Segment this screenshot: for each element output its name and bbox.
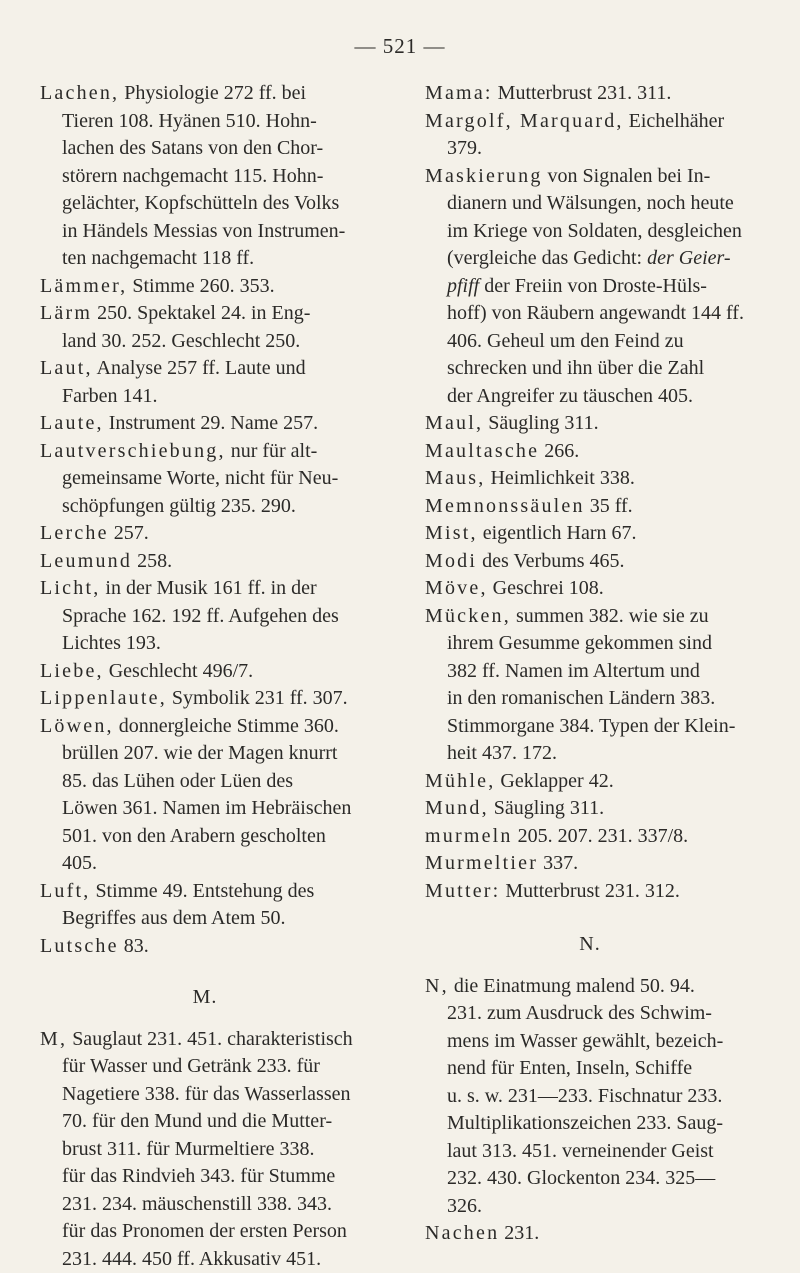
entry-headword: Luft, [40, 880, 90, 902]
entry-headword: Margolf, Marquard, [425, 110, 624, 132]
entry-first-line [425, 603, 755, 631]
entry-text: die Einatmung malend 50. 94. [449, 975, 695, 997]
entry-text: 258. [132, 550, 172, 572]
index-entry [425, 548, 755, 576]
entry-continuation: 406. Geheul um den Feind zu [425, 328, 755, 356]
entry-continuation: für Wasser und Getränk 233. für [40, 1053, 370, 1081]
entry-text: Säugling 311. [483, 412, 598, 434]
entry-continuation: brust 311. für Murmeltiere 338. [40, 1136, 370, 1164]
entry-first-line [40, 1026, 370, 1054]
left-column [40, 80, 370, 1273]
index-entry [40, 520, 370, 548]
entry-headword: Lärm [40, 302, 92, 324]
entry-continuation: Farben 141. [40, 383, 370, 411]
entry-continuation: Löwen 361. Namen im Hebräischen [40, 795, 370, 823]
entry-headword: Lachen, [40, 82, 119, 104]
entry-text: Säugling 311. [489, 797, 604, 819]
entry-first-line [425, 878, 755, 906]
index-entry [40, 1026, 370, 1273]
entry-first-line [425, 520, 755, 548]
index-entry [425, 850, 755, 878]
entry-first-line [425, 163, 755, 191]
entry-text: 205. 207. 231. 337/8. [513, 825, 689, 847]
entry-first-line [425, 548, 755, 576]
entry-first-line [40, 300, 370, 328]
entry-first-line [425, 795, 755, 823]
entry-first-line [40, 933, 370, 961]
entry-text: donnergleiche Stimme 360. [114, 715, 339, 737]
italic-title: pfiff [447, 275, 479, 297]
entry-text: 337. [538, 852, 578, 874]
entry-text: von Signalen bei In- [543, 165, 711, 187]
entry-headword: Mutter: [425, 880, 500, 902]
entry-continuation: 326. [425, 1193, 755, 1221]
entry-text: eigentlich Harn 67. [478, 522, 637, 544]
entry-continuation: gemeinsame Worte, nicht für Neu- [40, 465, 370, 493]
entry-text: 266. [539, 440, 579, 462]
entry-continuation: schrecken und ihn über die Zahl [425, 355, 755, 383]
page-number: — 521 — [0, 34, 800, 59]
entry-headword: Laut, [40, 357, 93, 379]
entry-first-line [425, 1220, 755, 1248]
entry-first-line [425, 80, 755, 108]
entry-continuation: dianern und Wälsungen, noch heute [425, 190, 755, 218]
entry-continuation: 85. das Lühen oder Lüen des [40, 768, 370, 796]
entry-text: Heimlichkeit 338. [485, 467, 634, 489]
index-entry [425, 163, 755, 411]
entry-continuation: 231. 444. 450 ff. Akkusativ 451. [40, 1246, 370, 1273]
entry-continuation: Nagetiere 338. für das Wasserlassen [40, 1081, 370, 1109]
entry-text: summen 382. wie sie zu [511, 605, 709, 627]
entry-headword: Lautverschiebung, [40, 440, 226, 462]
entry-first-line [40, 685, 370, 713]
entry-continuation: in Händels Messias von Instrumen- [40, 218, 370, 246]
entry-text: Mutterbrust 231. 312. [500, 880, 679, 902]
entry-text: Symbolik 231 ff. 307. [167, 687, 348, 709]
entry-first-line [425, 108, 755, 136]
index-entry [40, 80, 370, 273]
entry-continuation: 501. von den Arabern gescholten [40, 823, 370, 851]
entry-text: des Verbums 465. [477, 550, 624, 572]
entry-text: Instrument 29. Name 257. [104, 412, 318, 434]
entry-continuation: 231. 234. mäuschenstill 338. 343. [40, 1191, 370, 1219]
section-heading: N. [425, 931, 755, 959]
entry-first-line [425, 850, 755, 878]
entry-continuation: für das Pronomen der ersten Person [40, 1218, 370, 1246]
index-entry [425, 878, 755, 906]
entry-continuation: 232. 430. Glockenton 234. 325— [425, 1165, 755, 1193]
entry-first-line [425, 493, 755, 521]
entry-first-line [40, 438, 370, 466]
entry-first-line [40, 878, 370, 906]
entry-text: Mutterbrust 231. 311. [493, 82, 672, 104]
index-entry [425, 108, 755, 163]
entry-first-line [40, 410, 370, 438]
index-entry [425, 795, 755, 823]
entry-continuation: Begriffes aus dem Atem 50. [40, 905, 370, 933]
entry-headword: Lippenlaute, [40, 687, 167, 709]
entry-headword: Maskierung [425, 165, 543, 187]
entry-continuation: Tieren 108. Hyänen 510. Hohn- [40, 108, 370, 136]
entry-continuation: Sprache 162. 192 ff. Aufgehen des [40, 603, 370, 631]
entry-text: Eichelhäher [624, 110, 725, 132]
index-entry [425, 520, 755, 548]
section-heading: M. [40, 984, 370, 1012]
entry-continuation: schöpfungen gültig 235. 290. [40, 493, 370, 521]
entry-continuation: im Kriege von Soldaten, desgleichen [425, 218, 755, 246]
index-entry [40, 685, 370, 713]
index-entry [425, 438, 755, 466]
entry-first-line [40, 575, 370, 603]
index-entry [425, 768, 755, 796]
index-entry [425, 80, 755, 108]
right-column [425, 80, 755, 1248]
entry-headword: Möve, [425, 577, 488, 599]
entry-continuation: ten nachgemacht 118 ff. [40, 245, 370, 273]
entry-first-line [40, 658, 370, 686]
entry-headword: Mücken, [425, 605, 511, 627]
entry-first-line [40, 80, 370, 108]
entry-headword: N, [425, 975, 449, 997]
entry-continuation: mens im Wasser gewählt, bezeich- [425, 1028, 755, 1056]
entry-continuation: (vergleiche das Gedicht: der Geier- [425, 245, 755, 273]
entry-text: Stimme 49. Entstehung des [90, 880, 314, 902]
entry-text: 35 ff. [585, 495, 633, 517]
index-entry [425, 575, 755, 603]
entry-headword: Lutsche [40, 935, 119, 957]
entry-headword: Leumund [40, 550, 132, 572]
entry-text: in der Musik 161 ff. in der [100, 577, 316, 599]
entry-headword: Mama: [425, 82, 493, 104]
entry-continuation: störern nachgemacht 115. Hohn- [40, 163, 370, 191]
entry-text: Geklapper 42. [495, 770, 613, 792]
entry-headword: Murmeltier [425, 852, 538, 874]
entry-text: 250. Spektakel 24. in Eng- [92, 302, 310, 324]
entry-continuation: 379. [425, 135, 755, 163]
entry-text: 257. [109, 522, 149, 544]
entry-headword: Memnonssäulen [425, 495, 585, 517]
entry-continuation: Multiplikationszeichen 233. Saug- [425, 1110, 755, 1138]
entry-text: Sauglaut 231. 451. charakteristisch [67, 1028, 353, 1050]
entry-headword: Lerche [40, 522, 109, 544]
entry-text: Physiologie 272 ff. bei [119, 82, 306, 104]
index-entry [40, 713, 370, 878]
entry-headword: Maus, [425, 467, 485, 489]
entry-text: Geschlecht 496/7. [104, 660, 253, 682]
entry-text: Analyse 257 ff. Laute und [93, 357, 306, 379]
index-entry [425, 493, 755, 521]
index-entry [425, 1220, 755, 1248]
entry-headword: Maultasche [425, 440, 539, 462]
index-entry [40, 410, 370, 438]
index-entry [40, 438, 370, 521]
entry-continuation [425, 273, 755, 301]
entry-headword: Modi [425, 550, 477, 572]
entry-continuation: nend für Enten, Inseln, Schiffe [425, 1055, 755, 1083]
entry-first-line [40, 273, 370, 301]
index-entry [425, 465, 755, 493]
entry-first-line [425, 465, 755, 493]
index-entry [425, 823, 755, 851]
entry-headword: Mund, [425, 797, 489, 819]
index-entry [40, 878, 370, 933]
index-entry [40, 658, 370, 686]
entry-continuation: laut 313. 451. verneinender Geist [425, 1138, 755, 1166]
index-entry [425, 410, 755, 438]
entry-first-line [425, 823, 755, 851]
entry-continuation: Stimmorgane 384. Typen der Klein- [425, 713, 755, 741]
entry-continuation: heit 437. 172. [425, 740, 755, 768]
index-entry [40, 548, 370, 576]
entry-continuation: land 30. 252. Geschlecht 250. [40, 328, 370, 356]
entry-text: der Freiin von Droste-Hüls- [479, 275, 707, 297]
entry-continuation: ihrem Gesumme gekommen sind [425, 630, 755, 658]
index-entry [425, 603, 755, 768]
entry-headword: Licht, [40, 577, 100, 599]
index-entry [40, 575, 370, 658]
entry-headword: murmeln [425, 825, 513, 847]
entry-continuation: Lichtes 193. [40, 630, 370, 658]
entry-continuation: 70. für den Mund und die Mutter- [40, 1108, 370, 1136]
entry-first-line [425, 438, 755, 466]
index-entry [40, 355, 370, 410]
entry-continuation: 382 ff. Namen im Altertum und [425, 658, 755, 686]
entry-continuation: brüllen 207. wie der Magen knurrt [40, 740, 370, 768]
entry-continuation: lachen des Satans von den Chor- [40, 135, 370, 163]
entry-text: Geschrei 108. [488, 577, 604, 599]
entry-continuation: hoff) von Räubern angewandt 144 ff. [425, 300, 755, 328]
entry-first-line [40, 520, 370, 548]
entry-first-line [40, 355, 370, 383]
entry-text: 231. [499, 1222, 539, 1244]
entry-first-line [40, 713, 370, 741]
entry-first-line [425, 768, 755, 796]
entry-headword: Liebe, [40, 660, 104, 682]
entry-headword: M, [40, 1028, 67, 1050]
italic-title: der Geier- [647, 247, 730, 269]
entry-continuation: in den romanischen Ländern 383. [425, 685, 755, 713]
entry-text: 83. [119, 935, 149, 957]
entry-first-line [425, 575, 755, 603]
entry-continuation: der Angreifer zu täuschen 405. [425, 383, 755, 411]
entry-continuation: u. s. w. 231—233. Fischnatur 233. [425, 1083, 755, 1111]
entry-continuation: für das Rindvieh 343. für Stumme [40, 1163, 370, 1191]
index-entry [40, 300, 370, 355]
entry-first-line [425, 973, 755, 1001]
entry-headword: Löwen, [40, 715, 114, 737]
index-entry [40, 273, 370, 301]
entry-headword: Laute, [40, 412, 104, 434]
entry-continuation: gelächter, Kopfschütteln des Volks [40, 190, 370, 218]
index-entry [425, 973, 755, 1221]
entry-first-line [425, 410, 755, 438]
entry-headword: Mist, [425, 522, 478, 544]
entry-text: nur für alt- [226, 440, 318, 462]
entry-headword: Nachen [425, 1222, 499, 1244]
entry-continuation: 405. [40, 850, 370, 878]
entry-headword: Lämmer, [40, 275, 127, 297]
entry-headword: Maul, [425, 412, 483, 434]
entry-headword: Mühle, [425, 770, 495, 792]
entry-first-line [40, 548, 370, 576]
entry-continuation: 231. zum Ausdruck des Schwim- [425, 1000, 755, 1028]
index-entry [40, 933, 370, 961]
entry-text: Stimme 260. 353. [127, 275, 274, 297]
